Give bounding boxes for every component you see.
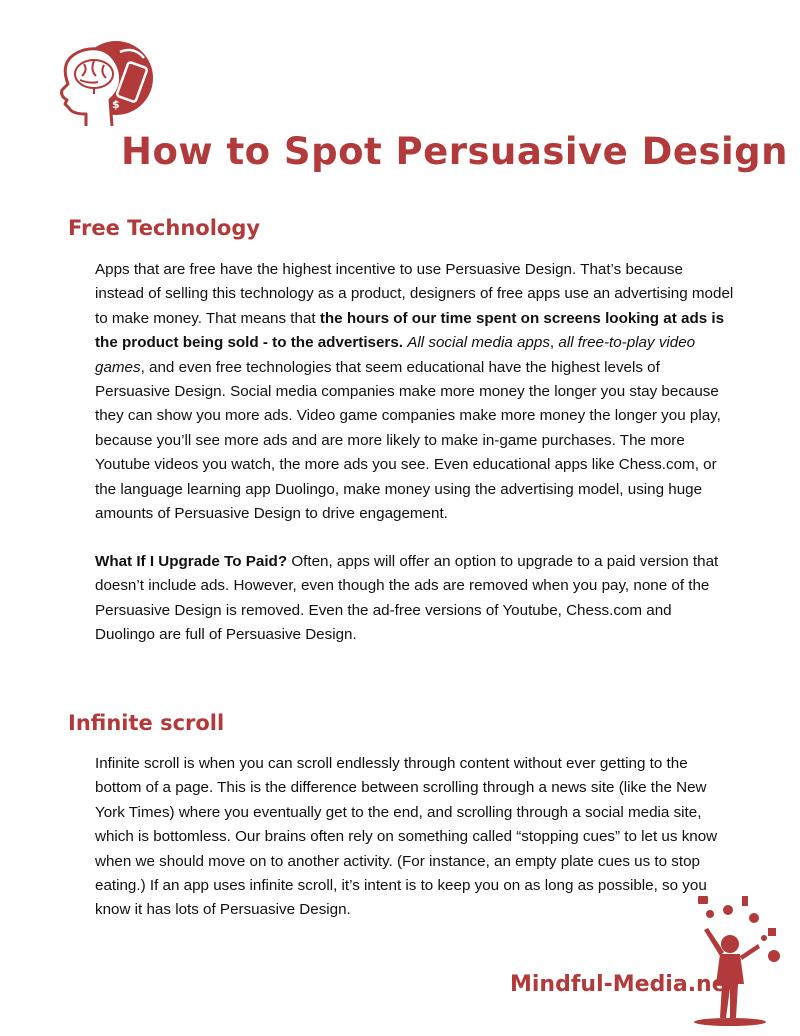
section-heading-free-technology: Free Technology <box>68 216 261 240</box>
italic-text: all free-to-play video games <box>95 334 696 376</box>
text-run: , and even free technologies that seem educational have the highest levels of Persuasive Design. Social media companies make more money the longer you stay because they can show you more ads. Video game companies make more money the longer you play, because you’ll see more ads and are more likely to make in-game purchases. The more Youtube videos you watch, the more ads you see. Even educational apps like Chess.com, or the language learning app Duolingo, make money using the advertising model, using huge amounts of Persuasive Design to drive engagement. <box>95 358 721 523</box>
child-juggling-icons <box>690 888 786 1028</box>
bold-text: What If I Upgrade To Paid? <box>95 553 288 570</box>
section-paragraph <box>95 258 735 526</box>
section-paragraph <box>95 550 735 648</box>
page-title: How to Spot Persuasive Design <box>121 130 788 173</box>
bold-text: the hours of our time spent on screens looking at ads is the product being sold - to the advertisers. <box>95 309 725 352</box>
text-run: , <box>549 334 559 352</box>
footer-site-name: Mindful-Media.net <box>510 972 738 997</box>
text-run: Often, apps will offer an option to upgrade to a paid version that doesn’t include ads. However, even though the ads are removed when you pay, none of the Persuasive Design is removed. Even the ad-free versions of Youtube, Chess.com and Duolingo are full of Persuasive Design. <box>95 553 719 644</box>
section-heading-infinite-scroll: Infinite scroll <box>68 711 225 735</box>
svg-text:$: $ <box>112 98 120 111</box>
text-run: Apps that are free have the highest incentive to use Persuasive Design. That’s because instead of selling this technology as a product, designers of free apps use an advertising model to make money. That means that <box>95 261 734 327</box>
text-run: Infinite scroll is when you can scroll endlessly through content without ever getting to the bottom of a page. This is the difference between scrolling through a news site (like the New York Times) where you eventually get to the end, and scrolling through a social media site, which is bottomless. Our brains often rely on something called “stopping cues” to let us know when we should move on to another activity. (For instance, an empty plate cues us to stop eating.) If an app uses infinite scroll, it’s intent is to keep you on as long as possible, so you know it has lots of Persuasive Design. <box>95 755 718 919</box>
head-brain-phone-icon <box>36 38 156 140</box>
italic-text: All social media apps <box>407 334 550 352</box>
section-paragraph <box>95 752 735 923</box>
